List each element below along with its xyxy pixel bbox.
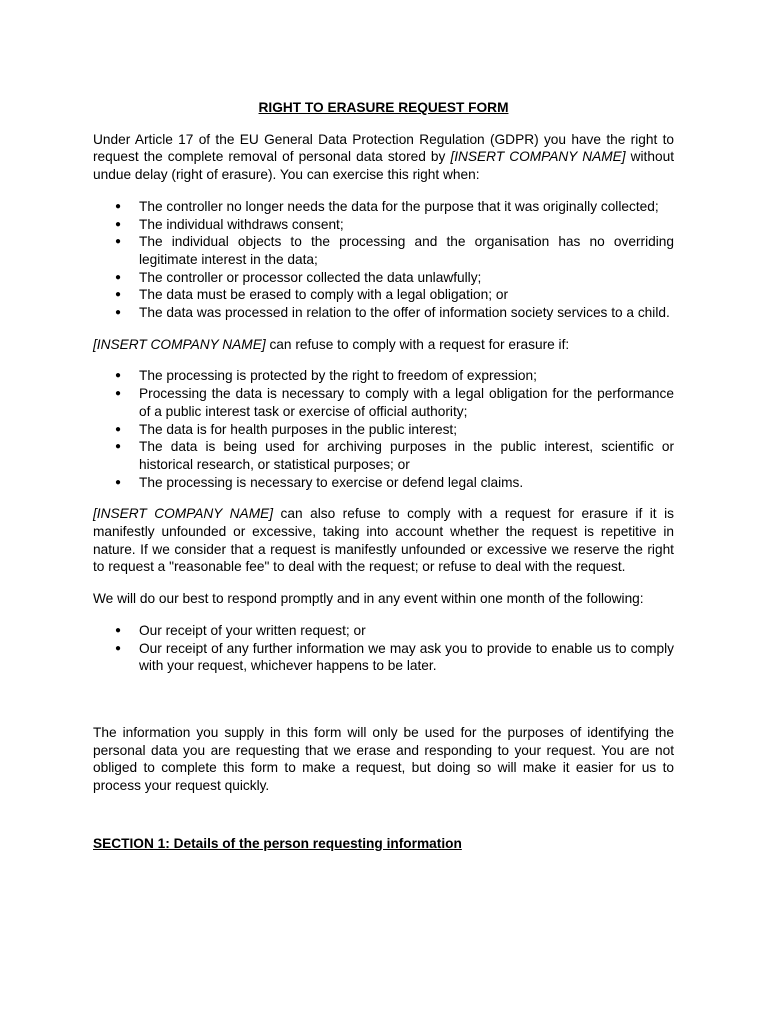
respond-paragraph: We will do our best to respond promptly and in any event within one month of the following: xyxy=(93,591,644,607)
list-item: ● The data must be erased to comply with a legal obligation; or xyxy=(93,286,674,304)
list-item: ● Our receipt of any further information we may ask you to provide to enable us to comply with your request, whichever happens to be later. xyxy=(93,640,674,675)
list-item: ● Our receipt of your written request; or xyxy=(93,622,674,640)
info-paragraph: The information you supply in this form will only be used for the purposes of identifying the personal data you are requesting that we erase and responding to your request. You are not obliged to complete this form to make a request, but doing so will make it easier for us to process your request quickly. xyxy=(93,724,674,794)
respond-list xyxy=(93,622,674,675)
erasure-conditions-list xyxy=(93,198,674,322)
refuse-text: can refuse to comply with a request for erasure if: xyxy=(265,336,570,352)
list-item: ● The individual withdraws consent; xyxy=(93,216,674,234)
company-placeholder: [INSERT COMPANY NAME] xyxy=(450,149,626,165)
document-title: RIGHT TO ERASURE REQUEST FORM xyxy=(258,100,509,115)
list-item: ● The data was processed in relation to the offer of information society services to a child. xyxy=(93,304,674,322)
section-1-heading: SECTION 1: Details of the person requesting information xyxy=(93,835,462,851)
intro-paragraph xyxy=(93,131,674,184)
document-page xyxy=(93,99,674,853)
company-placeholder: [INSERT COMPANY NAME] xyxy=(93,506,274,522)
list-item: ● The individual objects to the processing and the organisation has no overriding legitimate interest in the data; xyxy=(93,233,674,268)
intro-text-before: Under Article 17 of the EU General Data Protection Regulation (GDPR) you have the right to request the complete removal of personal data stored by xyxy=(93,131,674,165)
list-item: ● The data is being used for archiving purposes in the public interest, scientific or historical research, or statistical purposes; or xyxy=(93,438,674,473)
also-refuse-paragraph xyxy=(93,505,674,576)
company-placeholder: [INSERT COMPANY NAME] xyxy=(93,336,266,352)
intro-text-after: without undue delay (right of erasure). You can exercise this right when: xyxy=(93,149,674,183)
list-item: ● The data is for health purposes in the public interest; xyxy=(93,421,674,439)
list-item: ● The controller no longer needs the data for the purpose that it was originally collected; xyxy=(93,198,674,216)
refuse-paragraph xyxy=(93,336,674,354)
refusal-conditions-list xyxy=(93,367,674,491)
list-item: ● The controller or processor collected the data unlawfully; xyxy=(93,269,674,287)
also-refuse-text: can also refuse to comply with a request for erasure if it is manifestly unfounded or excessive, taking into account whether the request is repetitive in nature. If we consider that a request is manifestly unfounded or excessive we reserve the right to request a "reasonable fee" to deal with the request; or refuse to deal with the request. xyxy=(93,506,674,575)
list-item: ● The processing is necessary to exercise or defend legal claims. xyxy=(93,474,674,492)
list-item: ● The processing is protected by the right to freedom of expression; xyxy=(93,367,674,385)
list-item: ● Processing the data is necessary to comply with a legal obligation for the performance of a public interest task or exercise of official authority; xyxy=(93,385,674,420)
